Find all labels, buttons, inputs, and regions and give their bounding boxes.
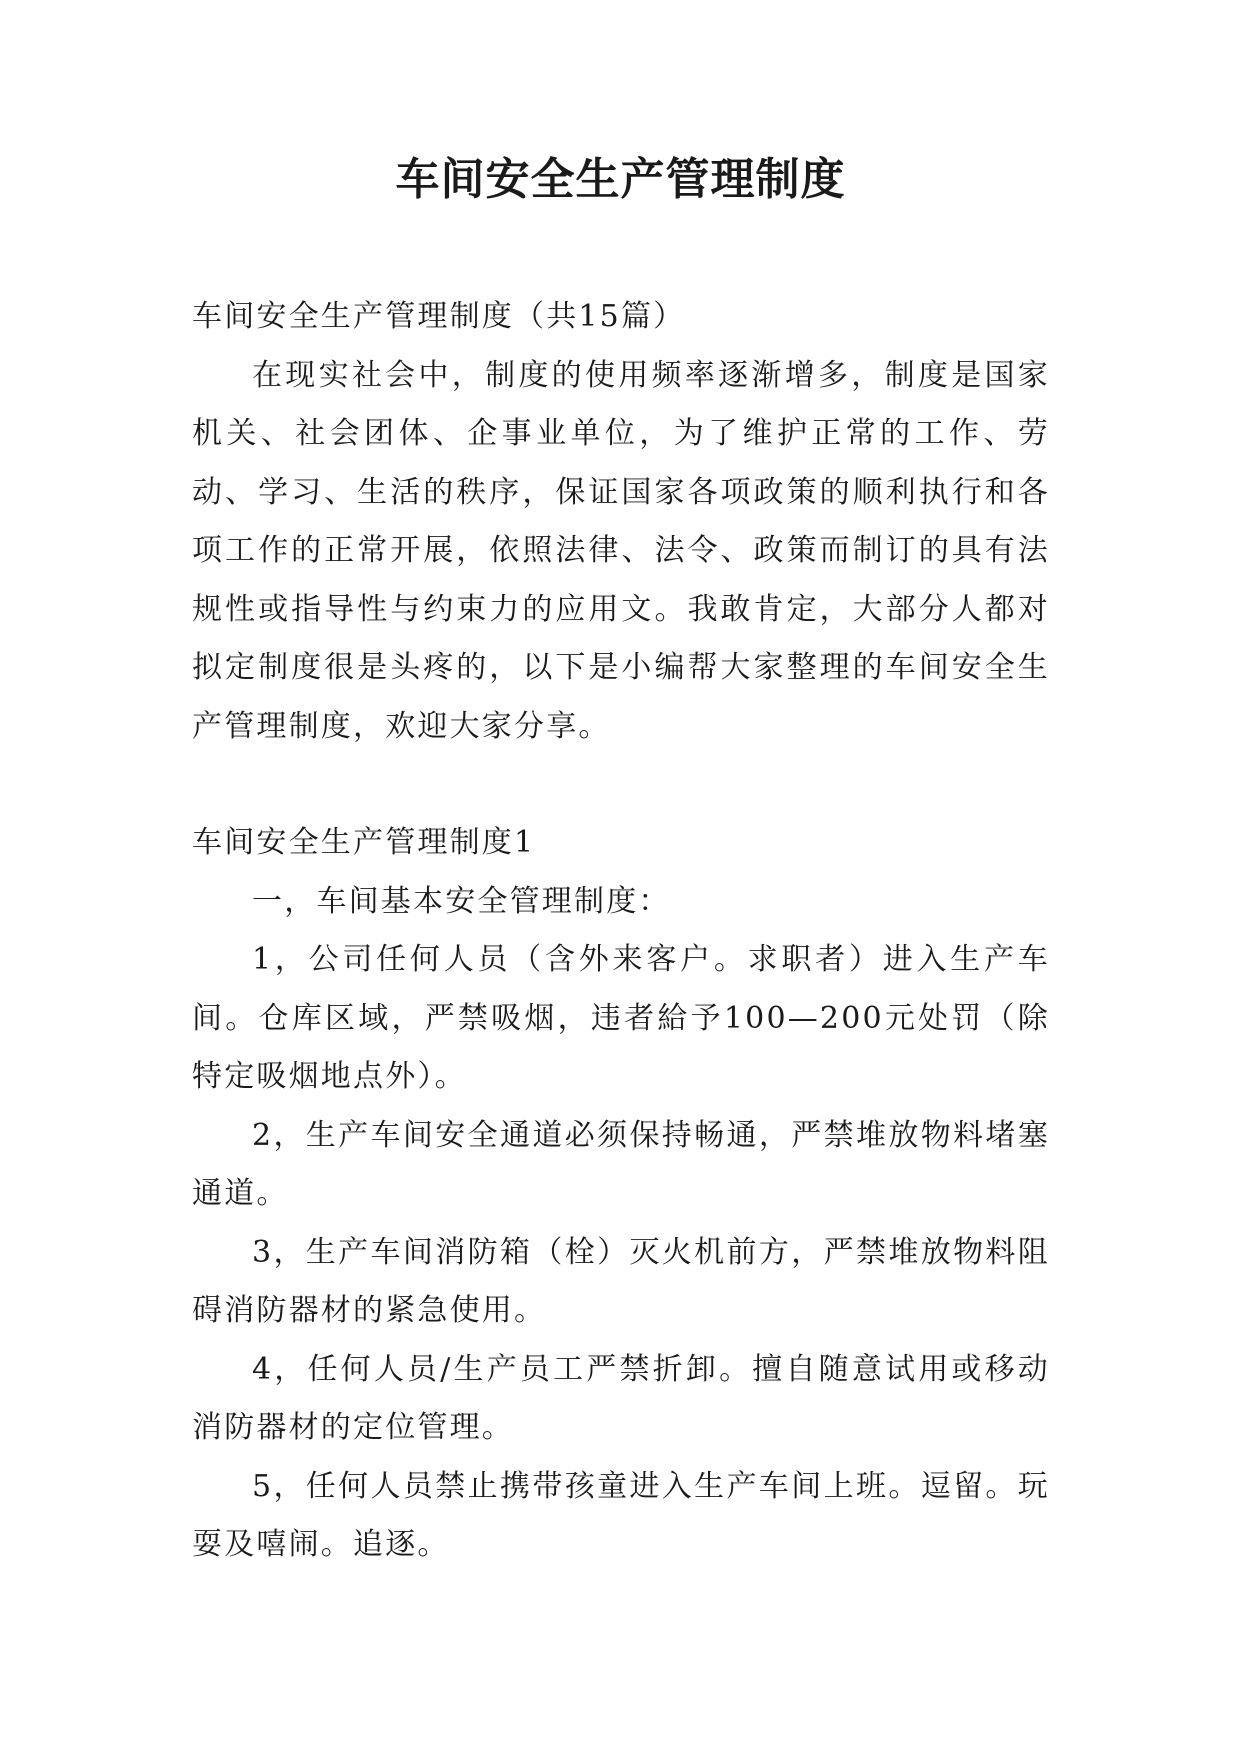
rule-item: 4，任何人员/生产员工严禁折卸。擅自随意试用或移动消防器材的定位管理。 (192, 1351, 1050, 1445)
intro-paragraph: 在现实社会中，制度的使用频率逐渐增多，制度是国家机关、社会团体、企事业单位，为了维护正常的工作、劳动、学习、生活的秩序，保证国家各项政策的顺利执行和各项工作的正常开展，依照法律、法令、政策而制订的具有法规性或指导性与约束力的应用文。我敢肯定，大部分人都对拟定制度很是头疼的，以下是小编帮大家整理的车间安全生产管理制度，欢迎大家分享。 (192, 357, 1050, 744)
rule-item: 3，生产车间消防箱（栓）灭火机前方，严禁堆放物料阻碍消防器材的紧急使用。 (192, 1234, 1050, 1328)
section-spacer (192, 756, 1050, 814)
rule-item: 5，任何人员禁止携带孩童进入生产车间上班。逗留。玩耍及嘻闹。追逐。 (192, 1468, 1050, 1562)
section-heading: 车间安全生产管理制度1 (192, 825, 536, 860)
subsection-heading: 一，车间基本安全管理制度： (252, 883, 671, 919)
document-body (192, 288, 1050, 1575)
document-title: 车间安全生产管理制度 (395, 154, 846, 205)
rule-item: 2，生产车间安全通道必须保持畅通，严禁堆放物料堵塞通道。 (192, 1117, 1050, 1211)
rule-item: 1，公司任何人员（含外来客户。求职者）进入生产车间。仓库区域，严禁吸烟，违者給予100—200元处罚（除特定吸烟地点外）。 (192, 942, 1050, 1094)
intro-heading: 车间安全生产管理制度（共15篇） (192, 299, 686, 334)
